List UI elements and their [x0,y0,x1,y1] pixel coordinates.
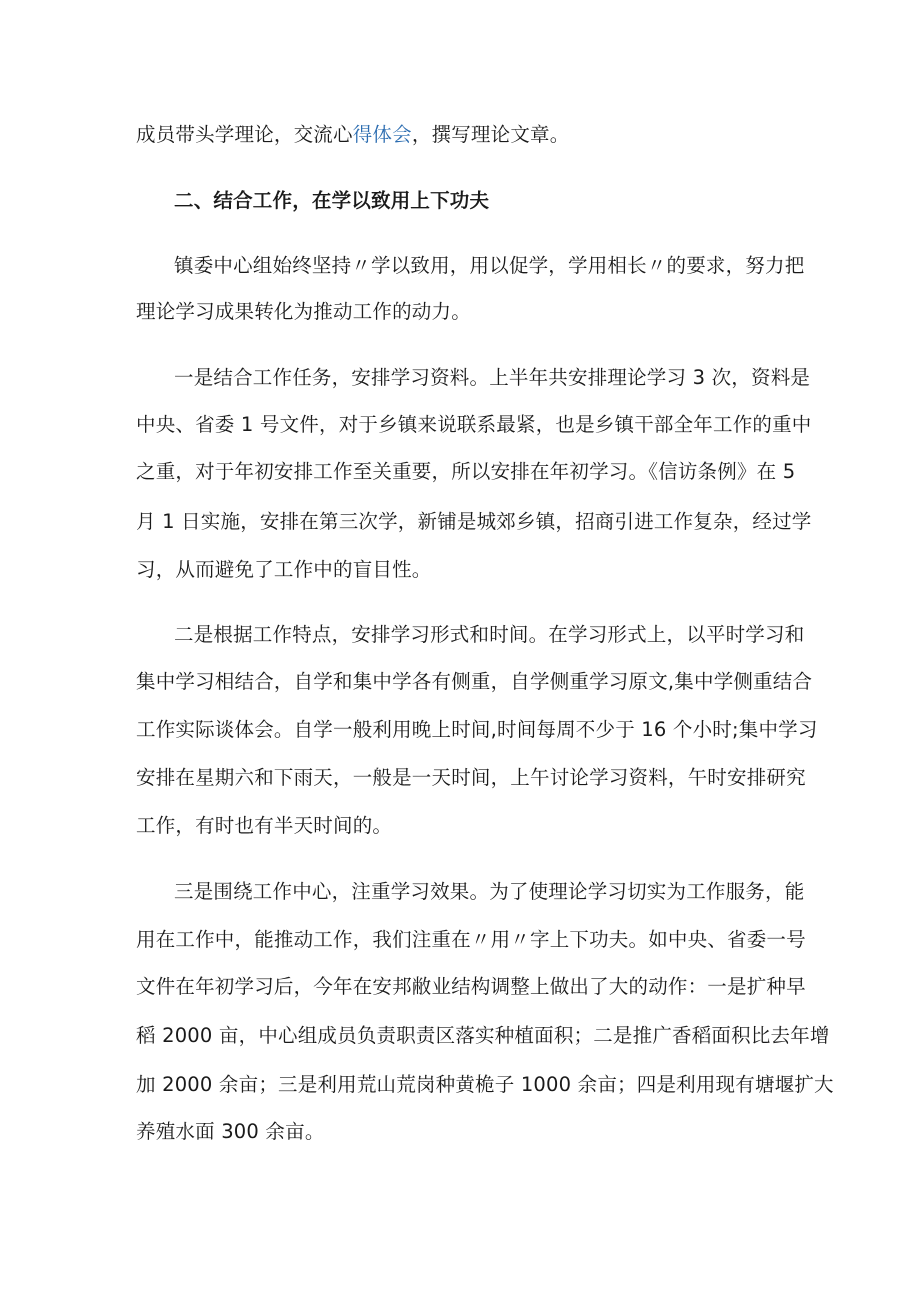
paragraph-line: 养殖水面 300 余亩。 [136,1120,325,1143]
paragraph-line: 安排在星期六和下雨天，一般是一天时间，上午讨论学习资料，午时安排研究 [136,766,806,789]
hyperlink-text[interactable]: 得体会 [352,123,412,146]
paragraph-line: 工作，有时也有半天时间的。 [136,814,393,837]
paragraph-line: 习，从而避免了工作中的盲目性。 [136,558,432,581]
text-segment: 成员带头学理论，交流心 [136,123,353,146]
paragraph-line: 一是结合工作任务，安排学习资料。上半年共安排理论学习 3 次，资料是 [174,366,811,389]
paragraph-line: 文件在年初学习后，今年在安邦敝业结构调整上做出了大的动作：一是扩种早 [136,975,806,998]
paragraph-line: 二是根据工作特点，安排学习形式和时间。在学习形式上，以平时学习和 [174,623,805,646]
text-segment: ，撰写理论文章。 [411,123,570,146]
paragraph-line: 稻 2000 亩，中心组成员负责职责区落实种植面积；二是推广香稻面积比去年增 [136,1024,830,1047]
paragraph-line: 镇委中心组始终坚持〃学以致用，用以促学，学用相长〃的要求，努力把 [174,254,805,277]
paragraph-line: 用在工作中，能推动工作，我们注重在〃用〃字上下功夫。如中央、省委一号 [136,928,806,951]
paragraph-line: 三是围绕工作中心，注重学习效果。为了使理论学习切实为工作服务，能 [174,880,805,903]
paragraph-line [136,121,569,149]
paragraph-line: 中央、省委 1 号文件，对于乡镇来说联系最紧，也是乡镇干部全年工作的重中 [136,413,812,436]
paragraph-line: 月 1 日实施，安排在第三次学，新铺是城郊乡镇，招商引进工作复杂，经过学 [136,510,812,533]
paragraph-line: 之重，对于年初安排工作至关重要，所以安排在年初学习。《信访条例》在 5 [136,460,796,483]
paragraph-line: 加 2000 余亩；三是利用荒山荒岗种黄桅子 1000 余亩；四是利用现有塘堰扩大 [136,1073,834,1096]
section-heading: 二、结合工作，在学以致用上下功夫 [174,189,490,212]
paragraph-line: 理论学习成果转化为推动工作的动力。 [136,300,471,323]
paragraph-line: 工作实际谈体会。自学一般利用晚上时间,时间每周不少于 16 个小时;集中学习 [136,718,818,741]
paragraph-line: 集中学习相结合，自学和集中学各有侧重，自学侧重学习原文,集中学侧重结合 [136,670,813,693]
